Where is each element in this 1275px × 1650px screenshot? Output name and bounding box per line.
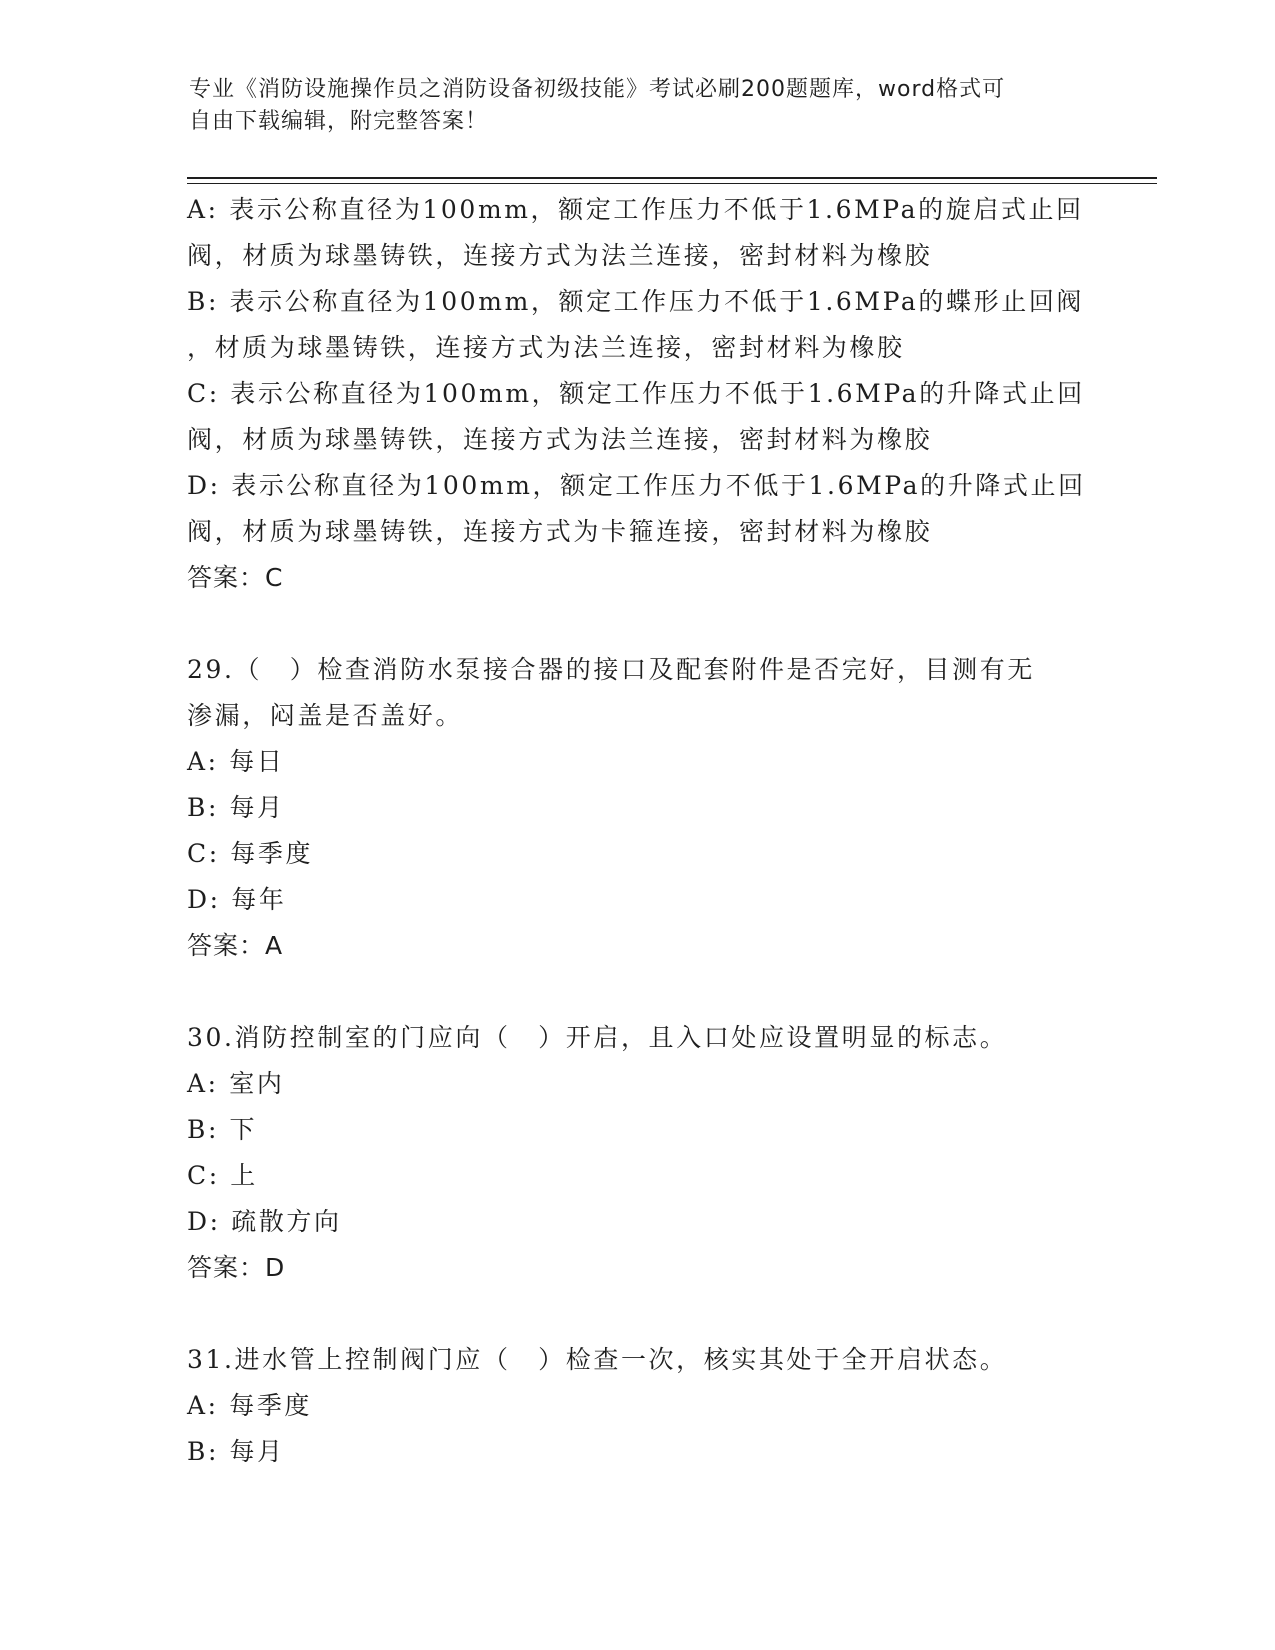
option-a: A: 每日 bbox=[187, 747, 285, 776]
answer-label: 答案：C bbox=[187, 563, 284, 592]
option-d-line-2: 阀，材质为球墨铸铁，连接方式为卡箍连接，密封材料为橡胶 bbox=[187, 517, 933, 546]
question-spacer bbox=[187, 969, 1087, 1015]
header-title-line-1: 专业《消防设施操作员之消防设备初级技能》考试必刷200题题库，word格式可 bbox=[189, 77, 1006, 102]
option-a-line-1: A: 表示公称直径为100mm，额定工作压力不低于1.6MPa的旋启式止回 bbox=[187, 195, 1084, 224]
question-stem-line-1: 30.消防控制室的门应向（ ）开启，且入口处应设置明显的标志。 bbox=[187, 1023, 1008, 1052]
option-c-line-1: C: 表示公称直径为100mm，额定工作压力不低于1.6MPa的升降式止回 bbox=[187, 379, 1085, 408]
document-header bbox=[189, 74, 1089, 138]
question-stem-line-2: 渗漏，闷盖是否盖好。 bbox=[187, 701, 464, 730]
option-c: C: 每季度 bbox=[187, 839, 314, 868]
question-28-block bbox=[187, 187, 1087, 601]
option-b: B: 每月 bbox=[187, 1437, 285, 1466]
option-d-line-1: D: 表示公称直径为100mm，额定工作压力不低于1.6MPa的升降式止回 bbox=[187, 471, 1086, 500]
option-d: D: 每年 bbox=[187, 885, 287, 914]
option-d: D: 疏散方向 bbox=[187, 1207, 342, 1236]
header-divider-thin bbox=[187, 183, 1157, 184]
question-29-block bbox=[187, 647, 1087, 969]
option-b: B: 每月 bbox=[187, 793, 285, 822]
question-spacer bbox=[187, 1291, 1087, 1337]
question-stem-line-1: 29.（ ）检查消防水泵接合器的接口及配套附件是否完好，目测有无 bbox=[187, 655, 1035, 684]
answer-label: 答案：A bbox=[187, 931, 284, 960]
header-divider-thick bbox=[187, 177, 1157, 179]
question-31-block bbox=[187, 1337, 1087, 1475]
option-a-line-2: 阀，材质为球墨铸铁，连接方式为法兰连接，密封材料为橡胶 bbox=[187, 241, 933, 270]
question-list bbox=[187, 187, 1087, 1475]
option-b-line-1: B: 表示公称直径为100mm，额定工作压力不低于1.6MPa的蝶形止回阀 bbox=[187, 287, 1085, 316]
answer-label: 答案：D bbox=[187, 1253, 286, 1282]
header-title-line-2: 自由下载编辑，附完整答案！ bbox=[189, 109, 489, 134]
option-b-line-2: ，材质为球墨铸铁，连接方式为法兰连接，密封材料为橡胶 bbox=[187, 333, 905, 362]
option-a: A: 室内 bbox=[187, 1069, 285, 1098]
question-30-block bbox=[187, 1015, 1087, 1291]
option-b: B: 下 bbox=[187, 1115, 258, 1144]
option-c: C: 上 bbox=[187, 1161, 258, 1190]
question-stem-line-1: 31.进水管上控制阀门应（ ）检查一次，核实其处于全开启状态。 bbox=[187, 1345, 1008, 1374]
option-a: A: 每季度 bbox=[187, 1391, 313, 1420]
question-spacer bbox=[187, 601, 1087, 647]
option-c-line-2: 阀，材质为球墨铸铁，连接方式为法兰连接，密封材料为橡胶 bbox=[187, 425, 933, 454]
